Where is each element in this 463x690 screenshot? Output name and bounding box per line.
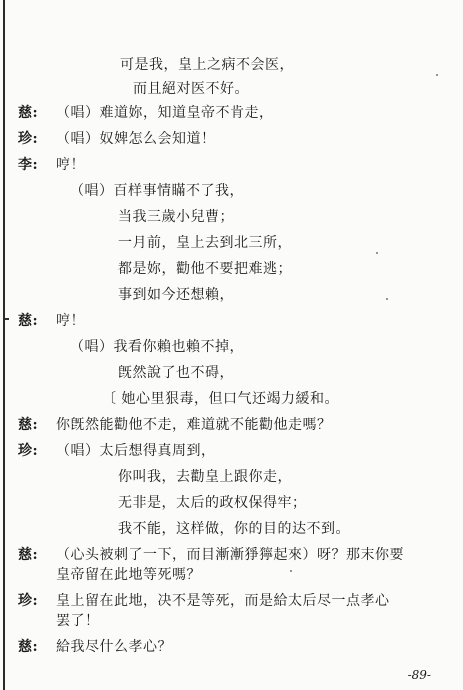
text-line: 皇帝留在此地等死嗎？: [56, 567, 201, 583]
dialogue-line: 慈: 給我尽什么孝心？: [18, 639, 172, 655]
dialogue-line: 珍: （唱）太后想得真周到，: [18, 443, 216, 459]
binding-edge: [3, 0, 5, 690]
paper-speck: [436, 74, 438, 76]
speaker-label: 珍:: [18, 593, 39, 609]
text-line: 可是我，皇上之病不会医，: [120, 57, 294, 73]
dialogue-line: 珍: （唱）奴婢怎么会知道！: [18, 131, 216, 147]
dialogue-line: 慈: （心头被刺了一下，而目漸漸猙獰起來）呀？那末你要: [18, 547, 404, 563]
text-line: （唱）我看你賴也賴不掉，: [70, 339, 244, 355]
speaker-label: 李:: [18, 157, 39, 173]
text-line: 而且絕对医不好。: [133, 81, 249, 97]
text-line: （唱）百样事情瞞不了我，: [70, 183, 244, 199]
dialogue-line: 慈: 哼！: [18, 313, 85, 329]
speaker-label: 珍:: [18, 131, 39, 147]
speaker-label: 慈:: [18, 105, 39, 121]
dialogue-line: 珍: 皇上留在此地，决不是等死，而是給太后尽一点孝心: [18, 593, 390, 609]
paper-speck: [386, 298, 388, 300]
paper-speck: [290, 570, 292, 572]
text-line: 你叫我，去勸皇上跟你走，: [118, 469, 292, 485]
speaker-label: 慈:: [18, 547, 39, 563]
text-line: 旣然說了也不碍，: [118, 365, 234, 381]
speaker-label: 慈:: [18, 313, 39, 329]
text-line: 罢了！: [56, 613, 100, 629]
text-line: 都是妳，勸他不要把难逃；: [118, 261, 292, 277]
binding-mark: [5, 318, 9, 320]
text-line: 事到如今还想賴，: [118, 287, 234, 303]
stage-direction: 〔 她心里狠毒，但口气还竭力緩和。: [102, 391, 339, 407]
dialogue-line: 慈: （唱）难道妳，知道皇帝不肯走，: [18, 105, 274, 121]
text-line: 当我三歲小兒曹；: [118, 209, 234, 225]
page-number: -89-: [407, 668, 431, 682]
dialogue-line: 李: 哼！: [18, 157, 85, 173]
text-line: 一月前，皇上去到北三所，: [118, 235, 292, 251]
dialogue-line: 慈: 你旣然能勸他不走，难道就不能勸他走嗎？: [18, 417, 332, 433]
text-line: 无非是，太后的政权保得牢；: [118, 495, 307, 511]
speaker-label: 慈:: [18, 417, 39, 433]
speaker-label: 慈:: [18, 639, 39, 655]
text-line: 我不能，这样做，你的目的达不到。: [118, 521, 350, 537]
speaker-label: 珍:: [18, 443, 39, 459]
paper-speck: [376, 252, 378, 254]
